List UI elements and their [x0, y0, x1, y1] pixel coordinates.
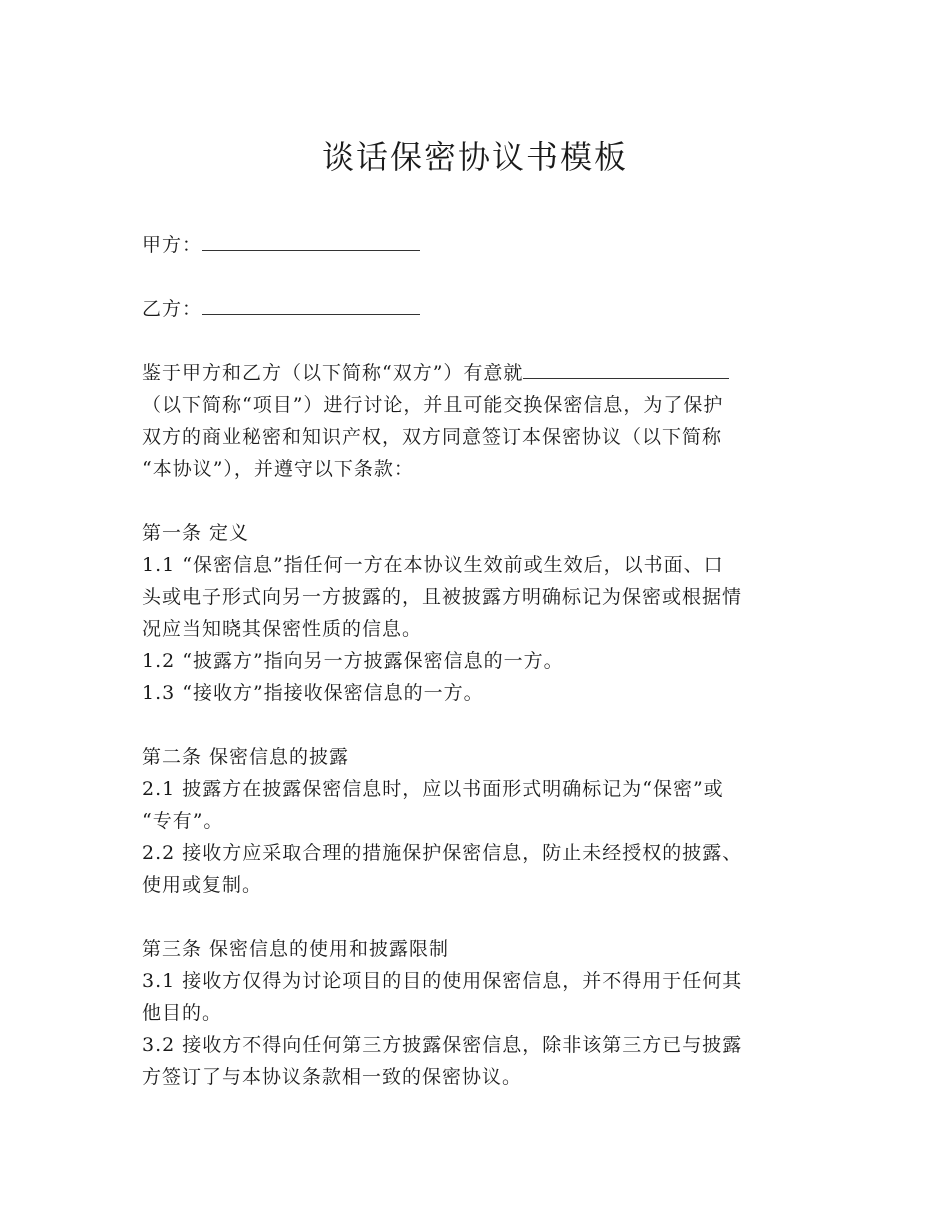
project-blank	[523, 358, 729, 379]
preamble-line: “本协议”），并遵守以下条款：	[142, 458, 414, 480]
article-2-heading: 第二条 保密信息的披露	[142, 746, 350, 768]
article-3-heading: 第三条 保密信息的使用和披露限制	[142, 938, 450, 960]
party-a-line	[142, 229, 802, 261]
article-1-text: 1.2 “披露方”指向另一方披露保密信息的一方。	[142, 650, 564, 672]
article-2-text: 使用或复制。	[142, 874, 263, 896]
document-title: 谈话保密协议书模板	[321, 138, 628, 176]
article-1-heading: 第一条 定义	[142, 522, 250, 544]
article-3-text: 他目的。	[142, 1002, 223, 1024]
party-b-blank	[202, 294, 420, 315]
article-1-text: 况应当知晓其保密性质的信息。	[142, 618, 423, 640]
party-a-blank	[202, 230, 420, 251]
party-b-label: 乙方：	[142, 298, 203, 320]
party-a-label: 甲方：	[142, 234, 203, 256]
article-1-text: 1.3 “接收方”指接收保密信息的一方。	[142, 682, 484, 704]
article-3-text: 3.1 接收方仅得为讨论项目的目的使用保密信息，并不得用于任何其	[142, 970, 743, 992]
preamble-line: （以下简称“项目”）进行讨论，并且可能交换保密信息，为了保护	[142, 394, 724, 416]
article-2-text: “专有”。	[142, 810, 224, 832]
article-2-text: 2.1 披露方在披露保密信息时，应以书面形式明确标记为“保密”或	[142, 778, 724, 800]
preamble-line	[142, 357, 802, 389]
article-3-text: 方签订了与本协议条款相一致的保密协议。	[142, 1066, 523, 1088]
article-1-text: 头或电子形式向另一方披露的，且被披露方明确标记为保密或根据情	[142, 586, 743, 608]
preamble-text-1: 鉴于甲方和乙方（以下简称“双方”）有意就	[142, 362, 524, 384]
party-b-line	[142, 293, 802, 325]
document-body	[142, 229, 802, 1093]
article-2-text: 2.2 接收方应采取合理的措施保护保密信息，防止未经授权的披露、	[142, 842, 743, 864]
article-3-text: 3.2 接收方不得向任何第三方披露保密信息，除非该第三方已与披露	[142, 1034, 743, 1056]
preamble-line: 双方的商业秘密和知识产权，双方同意签订本保密协议（以下简称	[142, 426, 723, 448]
article-1-text: 1.1 “保密信息”指任何一方在本协议生效前或生效后，以书面、口	[142, 554, 724, 576]
